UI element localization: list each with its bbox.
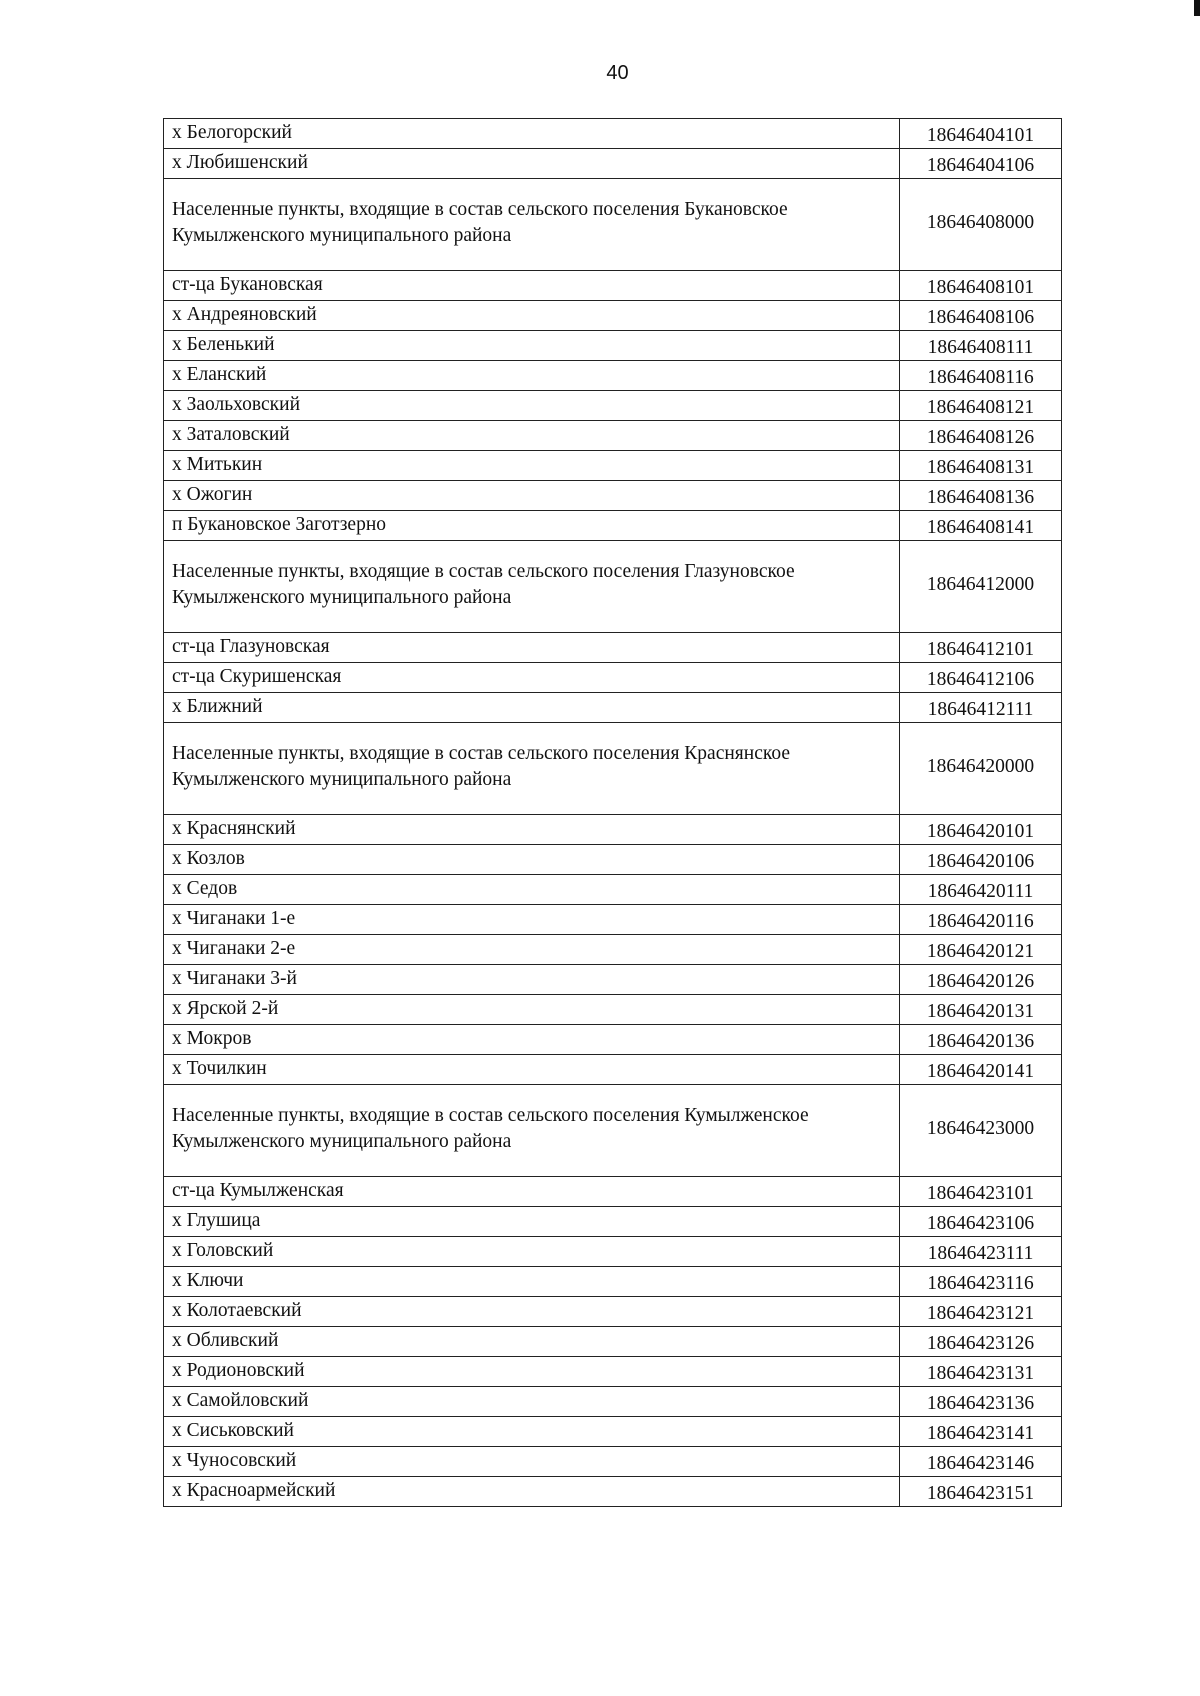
- table-row: [164, 935, 1062, 965]
- settlement-name: х Митькин: [164, 451, 900, 481]
- settlement-name: х Чуносовский: [164, 1447, 900, 1477]
- scan-edge-mark: [1194, 0, 1200, 16]
- oktmo-code: 18646408136: [900, 481, 1062, 511]
- settlement-name: х Ярской 2-й: [164, 995, 900, 1025]
- oktmo-code: 18646412111: [900, 693, 1062, 723]
- settlement-name: х Еланский: [164, 361, 900, 391]
- table-row: [164, 663, 1062, 693]
- oktmo-code: 18646420136: [900, 1025, 1062, 1055]
- table-row: [164, 331, 1062, 361]
- table-row: [164, 965, 1062, 995]
- settlement-name: х Мокров: [164, 1025, 900, 1055]
- oktmo-code: 18646420000: [900, 723, 1062, 815]
- table-row: [164, 1447, 1062, 1477]
- table-row: [164, 361, 1062, 391]
- settlement-group-name: Населенные пункты, входящие в состав сельского поселения Кумылженское Кумылженского муниципального района: [164, 1085, 900, 1177]
- oktmo-code: 18646408111: [900, 331, 1062, 361]
- settlement-name: х Краснянский: [164, 815, 900, 845]
- table-row: [164, 845, 1062, 875]
- oktmo-code: 18646420101: [900, 815, 1062, 845]
- oktmo-code: 18646423121: [900, 1297, 1062, 1327]
- oktmo-code: 18646420106: [900, 845, 1062, 875]
- oktmo-code: 18646423106: [900, 1207, 1062, 1237]
- page-number: 40: [606, 62, 629, 84]
- table-row: [164, 693, 1062, 723]
- settlement-name: х Головский: [164, 1237, 900, 1267]
- settlement-name: х Глушица: [164, 1207, 900, 1237]
- settlement-name: х Самойловский: [164, 1387, 900, 1417]
- oktmo-code: 18646423146: [900, 1447, 1062, 1477]
- table-row: [164, 1477, 1062, 1507]
- oktmo-code: 18646423136: [900, 1387, 1062, 1417]
- settlement-name: ст-ца Глазуновская: [164, 633, 900, 663]
- settlement-name: х Колотаевский: [164, 1297, 900, 1327]
- table-row: [164, 1267, 1062, 1297]
- settlement-name: ст-ца Букановская: [164, 271, 900, 301]
- table-row: [164, 1237, 1062, 1267]
- table-row: [164, 1417, 1062, 1447]
- oktmo-code: 18646423151: [900, 1477, 1062, 1507]
- table-row: [164, 905, 1062, 935]
- settlement-name: х Козлов: [164, 845, 900, 875]
- settlement-name: х Ожогин: [164, 481, 900, 511]
- settlement-name: х Седов: [164, 875, 900, 905]
- table-row: [164, 271, 1062, 301]
- settlement-name: х Ключи: [164, 1267, 900, 1297]
- settlement-group-name: Населенные пункты, входящие в состав сельского поселения Букановское Кумылженского муниципального района: [164, 179, 900, 271]
- settlement-name: х Точилкин: [164, 1055, 900, 1085]
- oktmo-code: 18646423000: [900, 1085, 1062, 1177]
- settlement-name: х Заольховский: [164, 391, 900, 421]
- table-row: [164, 451, 1062, 481]
- oktmo-code: 18646423141: [900, 1417, 1062, 1447]
- oktmo-code: 18646404101: [900, 119, 1062, 149]
- oktmo-code: 18646408116: [900, 361, 1062, 391]
- settlement-name: х Белогорский: [164, 119, 900, 149]
- table-row: [164, 1357, 1062, 1387]
- oktmo-code: 18646423116: [900, 1267, 1062, 1297]
- table-row: [164, 1387, 1062, 1417]
- settlement-name: ст-ца Скуришенская: [164, 663, 900, 693]
- table-row: [164, 481, 1062, 511]
- table-row: [164, 391, 1062, 421]
- settlement-name: х Родионовский: [164, 1357, 900, 1387]
- table-row: [164, 815, 1062, 845]
- settlement-name: ст-ца Кумылженская: [164, 1177, 900, 1207]
- settlement-name: х Андреяновский: [164, 301, 900, 331]
- oktmo-code: 18646404106: [900, 149, 1062, 179]
- table-row: [164, 301, 1062, 331]
- table-row: [164, 119, 1062, 149]
- table-row: [164, 1327, 1062, 1357]
- settlement-name: х Обливский: [164, 1327, 900, 1357]
- oktmo-code: 18646408101: [900, 271, 1062, 301]
- settlement-name: х Чиганаки 1-е: [164, 905, 900, 935]
- table-row: [164, 875, 1062, 905]
- oktmo-code: 18646408121: [900, 391, 1062, 421]
- settlement-name: х Ближний: [164, 693, 900, 723]
- settlement-name: х Чиганаки 3-й: [164, 965, 900, 995]
- table-row: [164, 1177, 1062, 1207]
- table-row: [164, 149, 1062, 179]
- oktmo-code: 18646420126: [900, 965, 1062, 995]
- group-header-row: [164, 723, 1062, 815]
- table-row: [164, 1055, 1062, 1085]
- table-row: [164, 421, 1062, 451]
- oktmo-code: 18646412106: [900, 663, 1062, 693]
- group-header-row: [164, 179, 1062, 271]
- settlement-group-name: Населенные пункты, входящие в состав сельского поселения Глазуновское Кумылженского муниципального района: [164, 541, 900, 633]
- table-row: [164, 1207, 1062, 1237]
- oktmo-code: 18646408000: [900, 179, 1062, 271]
- oktmo-code: 18646420116: [900, 905, 1062, 935]
- oktmo-code: 18646408106: [900, 301, 1062, 331]
- settlement-name: х Сиськовский: [164, 1417, 900, 1447]
- table-row: [164, 1025, 1062, 1055]
- group-header-row: [164, 541, 1062, 633]
- table-row: [164, 995, 1062, 1025]
- settlement-name: х Заталовский: [164, 421, 900, 451]
- oktmo-code: 18646423111: [900, 1237, 1062, 1267]
- oktmo-code: 18646420141: [900, 1055, 1062, 1085]
- oktmo-code: 18646420111: [900, 875, 1062, 905]
- oktmo-code: 18646423131: [900, 1357, 1062, 1387]
- oktmo-code: 18646412101: [900, 633, 1062, 663]
- settlement-name: х Чиганаки 2-е: [164, 935, 900, 965]
- table-row: [164, 511, 1062, 541]
- oktmo-code: 18646420131: [900, 995, 1062, 1025]
- oktmo-code: 18646423126: [900, 1327, 1062, 1357]
- settlement-name: п Букановское Заготзерно: [164, 511, 900, 541]
- group-header-row: [164, 1085, 1062, 1177]
- settlements-table: [163, 118, 1062, 1507]
- table-row: [164, 633, 1062, 663]
- settlement-name: х Любишенский: [164, 149, 900, 179]
- settlement-name: х Беленький: [164, 331, 900, 361]
- oktmo-code: 18646423101: [900, 1177, 1062, 1207]
- oktmo-code: 18646420121: [900, 935, 1062, 965]
- oktmo-code: 18646408141: [900, 511, 1062, 541]
- settlement-name: х Красноармейский: [164, 1477, 900, 1507]
- settlements-table-body: [164, 119, 1062, 1507]
- oktmo-code: 18646412000: [900, 541, 1062, 633]
- table-row: [164, 1297, 1062, 1327]
- oktmo-code: 18646408126: [900, 421, 1062, 451]
- oktmo-code: 18646408131: [900, 451, 1062, 481]
- settlement-group-name: Населенные пункты, входящие в состав сельского поселения Краснянское Кумылженского муниципального района: [164, 723, 900, 815]
